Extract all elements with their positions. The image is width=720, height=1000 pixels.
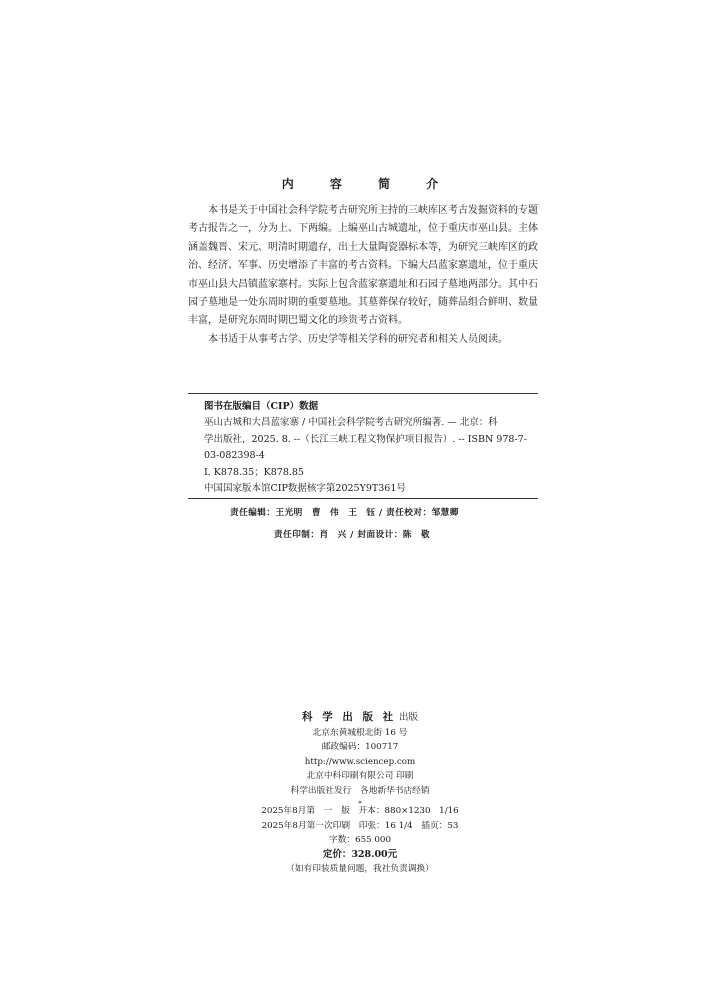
divider-bottom [188, 498, 538, 499]
publisher-line: http://www.sciencep.com [304, 756, 416, 767]
publisher-block [0, 710, 720, 809]
cip-line: 中国国家版本馆CIP数据核字第2025Y9T361号 [204, 483, 406, 495]
cip-block [204, 399, 538, 497]
divider-top [188, 393, 538, 394]
edition-line: 2025年8月第一次印刷 印张：16 1/4 插页：53 [261, 820, 459, 831]
summary-paragraph: 本书适于从事考古学、历史学等相关学科的研究者和相关人员阅读。 [208, 333, 508, 345]
publisher-name: 科 学 出 版 社 [302, 711, 397, 723]
quality-note: （如有印装质量问题，我社负责调换） [286, 864, 434, 875]
cip-line: Ⅰ. K878.35；K878.85 [204, 466, 304, 478]
edition-line: 字数：655 000 [329, 835, 391, 846]
cip-heading: 图书在版编目（CIP）数据 [204, 401, 319, 412]
publisher-line: 科学出版社发行 各地新华书店经销 [290, 785, 430, 796]
publisher-line: 邮政编码：100717 [321, 742, 399, 753]
cip-line: 巫山古城和大昌蓝家寨 / 中国社会科学院考古研究所编著. — 北京：科 [204, 417, 498, 429]
summary-body [188, 202, 538, 349]
cip-line: 学出版社，2025. 8. --（长江三峡工程文物保护项目报告）. -- ISBN 978-7- [204, 433, 527, 445]
edition-block [0, 804, 720, 877]
cip-line: 03-082398-4 [204, 450, 265, 462]
separator-star: * [358, 799, 362, 808]
publisher-line: 北京中科印刷有限公司 印刷 [306, 771, 414, 782]
price: 定价：328.00元 [322, 848, 398, 860]
publisher-suffix: 出版 [398, 712, 418, 723]
editors-line-2: 责任印制：肖 兴 / 封面设计：陈 敬 [274, 530, 431, 540]
publisher-line: 北京东黄城根北街 16 号 [312, 727, 408, 738]
editors-line-1: 责任编辑：王光明 曹 伟 王 钰 / 责任校对：邹慧卿 [230, 508, 459, 518]
publisher-name-line [0, 710, 720, 726]
edition-line: 2025年8月第 一 版 开本：880×1230 1/16 [261, 806, 459, 816]
summary-paragraph: 本书是关于中国社会科学院考古研究所主持的三峡库区考古发掘资料的专题考古报告之一，分为上、下两编。上编巫山古城遗址，位于重庆市巫山县。主体涵盖魏晋、宋元、明清时期遗存，出土大量陶瓷器标本等，为研究三峡库区的政治、经济、军事、历史增添了丰富的考古资料。下编大昌蓝家寨遗址，位于重庆市巫山县大昌镇蓝家寨村。实际上包含蓝家寨遗址和石园子墓地两部分。其中石园子墓地是一处东周时期的重要墓地。其墓葬保存较好，随葬品组合鲜明、数量丰富，是研究东周时期巴蜀文化的珍贵考古资料。 [188, 205, 538, 327]
summary-title: 内 容 简 介 [281, 177, 455, 191]
